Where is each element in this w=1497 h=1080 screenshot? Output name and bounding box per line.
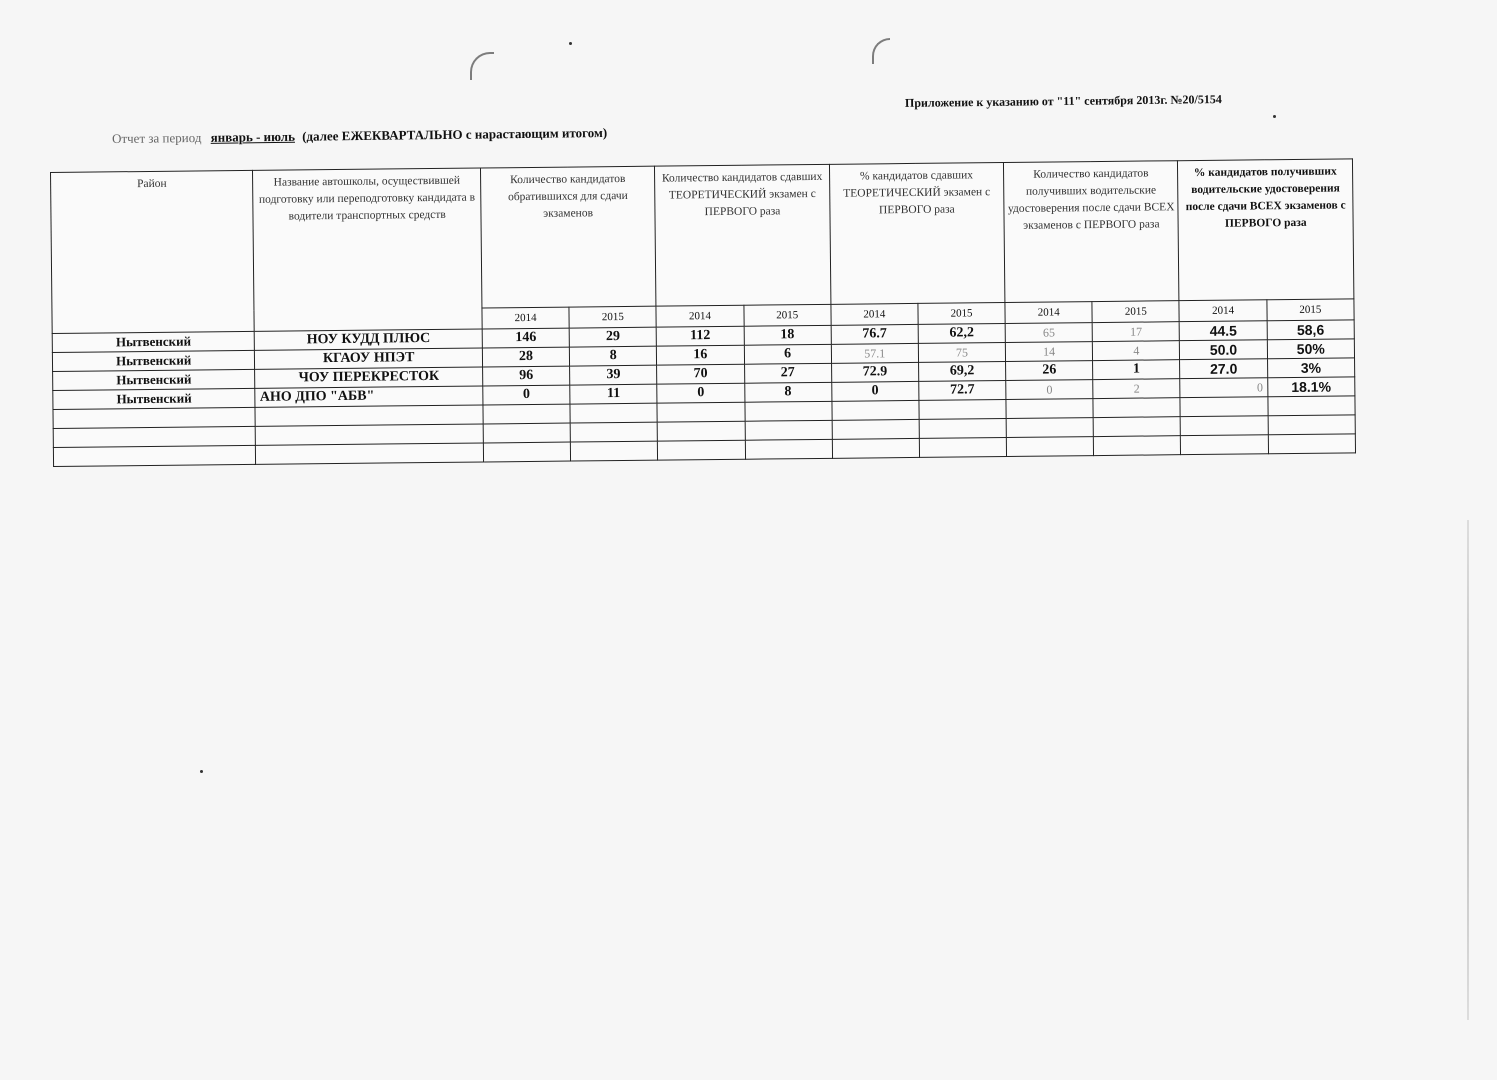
year-2014: 2014	[831, 303, 918, 325]
pct-theory-2014-cell: 0	[831, 381, 918, 401]
pct-theory-2014-cell: 57.1	[831, 343, 918, 363]
year-2014: 2014	[1005, 302, 1092, 324]
district-cell: Нытвенский	[52, 350, 255, 371]
pct-license-2014-cell: 50.0	[1180, 340, 1267, 360]
year-2015: 2015	[569, 306, 656, 328]
theory-2014-cell: 16	[657, 345, 744, 365]
pct-license-2014-cell: 44.5	[1180, 321, 1267, 341]
year-2014: 2014	[656, 305, 743, 327]
header-district: Район	[51, 170, 255, 333]
applied-2014-cell: 0	[483, 385, 570, 405]
pct-license-2014-cell: 27.0	[1180, 359, 1267, 379]
pct-theory-2015-cell: 62,2	[918, 324, 1005, 344]
scan-artifact-edge	[1467, 520, 1469, 1020]
applied-2015-cell: 8	[570, 346, 657, 366]
theory-2014-cell: 0	[657, 383, 744, 403]
scan-artifact-dot	[200, 770, 203, 773]
applied-2014-cell: 96	[483, 366, 570, 386]
year-2014: 2014	[482, 307, 569, 329]
pct-license-2014-cell: 0	[1180, 378, 1267, 398]
year-2015: 2015	[918, 303, 1005, 325]
applied-2014-cell: 28	[482, 347, 569, 367]
applied-2015-cell: 39	[570, 365, 657, 385]
license-2014-cell: 65	[1005, 323, 1092, 343]
theory-2014-cell: 70	[657, 364, 744, 384]
scan-artifact-dot	[569, 42, 572, 45]
district-cell: Нытвенский	[53, 388, 256, 409]
report-period	[112, 125, 607, 147]
header-pct-passed-theory: % кандидатов сдавших ТЕОРЕТИЧЕСКИЙ экзамен с ПЕРВОГО раза	[829, 163, 1005, 305]
scan-artifact-mark	[470, 52, 494, 80]
appendix-note: Приложение к указанию от "11" сентября 2013г. №20/5154	[904, 92, 1222, 110]
year-2014: 2014	[1179, 300, 1266, 322]
applied-2015-cell: 29	[569, 327, 656, 347]
applied-2015-cell: 11	[570, 384, 657, 404]
report-table	[50, 158, 1356, 467]
license-2015-cell: 1	[1093, 360, 1180, 380]
school-cell: АНО ДПО "АБВ"	[255, 386, 483, 407]
license-2015-cell: 2	[1093, 379, 1180, 399]
license-2014-cell: 26	[1006, 361, 1093, 381]
header-passed-theory: Количество кандидатов сдавших ТЕОРЕТИЧЕСКИЙ экзамен с ПЕРВОГО раза	[655, 164, 831, 306]
theory-2015-cell: 8	[744, 382, 831, 402]
theory-2015-cell: 6	[744, 344, 831, 364]
report-period-note: (далее ЕЖЕКВАРТАЛЬНО с нарастающим итогом)	[302, 124, 608, 144]
district-cell: Нытвенский	[52, 331, 255, 352]
pct-license-2015-cell: 58,6	[1267, 320, 1355, 340]
year-2015: 2015	[1092, 301, 1179, 323]
pct-theory-2015-cell: 75	[918, 343, 1005, 363]
pct-theory-2015-cell: 72.7	[919, 381, 1006, 401]
header-applied: Количество кандидатов обратившихся для сдачи экзаменов	[480, 166, 656, 308]
pct-theory-2014-cell: 76.7	[831, 324, 918, 344]
year-2015: 2015	[743, 304, 830, 326]
pct-theory-2014-cell: 72.9	[831, 362, 918, 382]
school-cell: ЧОУ ПЕРЕКРЕСТОК	[255, 367, 483, 388]
pct-license-2015-cell: 50%	[1267, 339, 1355, 359]
school-cell: КГАОУ НПЭТ	[255, 348, 483, 369]
school-cell: НОУ КУДД ПЛЮС	[255, 329, 483, 350]
license-2014-cell: 0	[1006, 380, 1093, 400]
header-school: Название автошколы, осуществившей подготовку или переподготовку кандидата в водители транспортных средств	[253, 168, 482, 331]
district-cell: Нытвенский	[53, 369, 256, 390]
scan-artifact-mark	[872, 38, 890, 64]
theory-2015-cell: 18	[744, 325, 831, 345]
scan-artifact-dot	[1273, 115, 1276, 118]
license-2015-cell: 17	[1092, 322, 1179, 342]
report-period-label: Отчет за период	[111, 129, 202, 147]
license-2014-cell: 14	[1005, 342, 1092, 362]
theory-2014-cell: 112	[657, 326, 744, 346]
report-period-month: январь - июль	[210, 128, 295, 145]
header-pct-got-license: % кандидатов получивших водительские удостоверения после сдачи ВСЕХ экзаменов с ПЕРВОГО раза	[1178, 159, 1354, 301]
header-got-license: Количество кандидатов получивших водительские удостоверения после сдачи ВСЕХ экзаменов с ПЕРВОГО раза	[1004, 161, 1180, 303]
theory-2015-cell: 27	[744, 363, 831, 383]
pct-license-2015-cell: 3%	[1267, 358, 1355, 378]
license-2015-cell: 4	[1093, 341, 1180, 361]
applied-2014-cell: 146	[482, 328, 569, 348]
pct-theory-2015-cell: 69,2	[918, 362, 1005, 382]
year-2015: 2015	[1267, 299, 1355, 321]
pct-license-2015-cell: 18.1%	[1267, 377, 1355, 397]
